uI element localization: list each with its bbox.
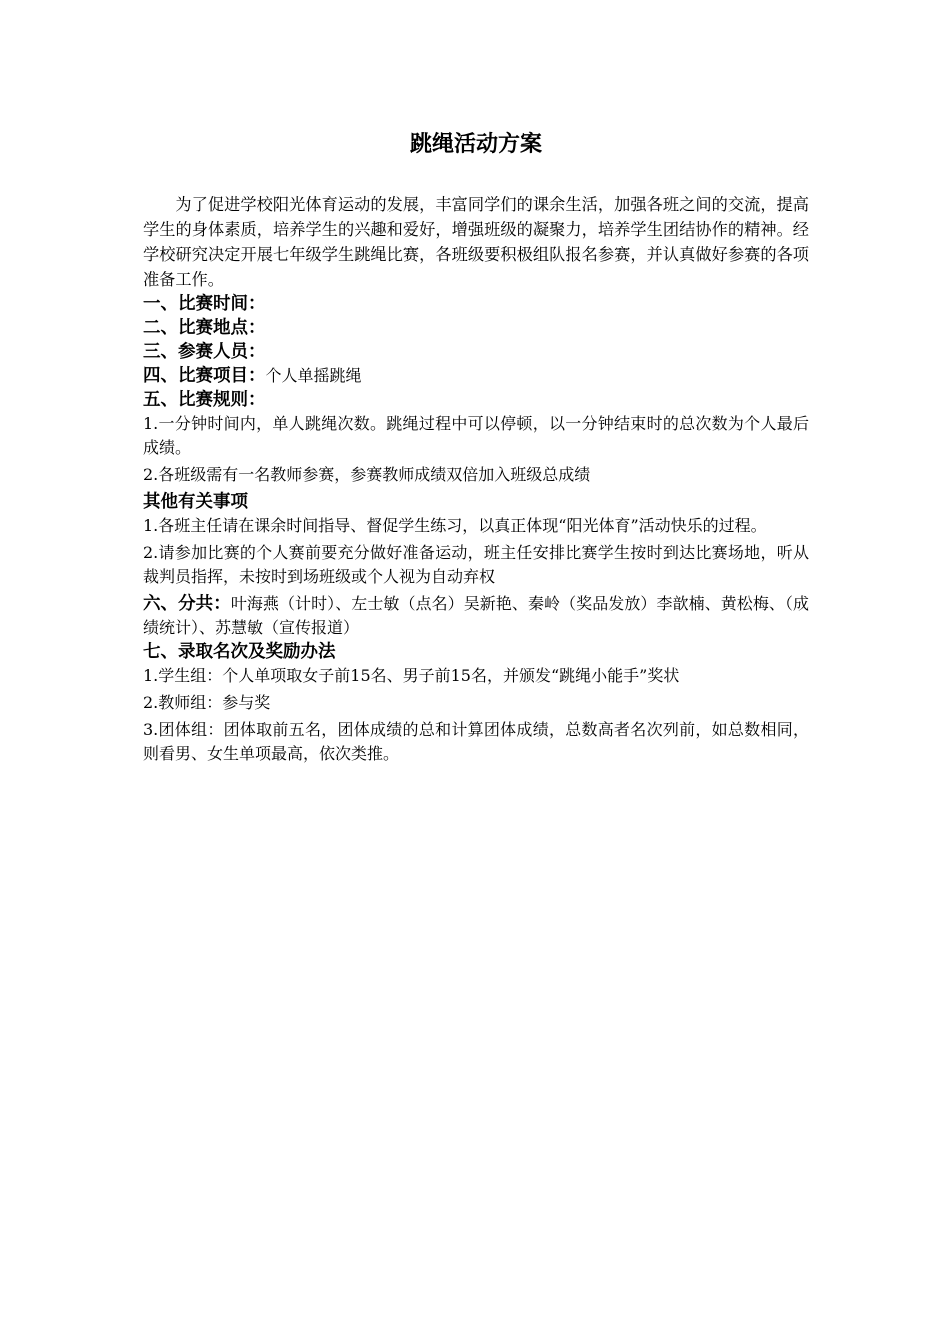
intro-paragraph: 为了促进学校阳光体育运动的发展，丰富同学们的课余生活，加强各班之间的交流，提高学生的身体素质，培养学生的兴趣和爱好，增强班级的凝聚力，培养学生团结协作的精神。经学校研究决定开展七年级学生跳绳比赛，各班级要积极组队报名参赛，并认真做好参赛的各项准备工作。 bbox=[143, 195, 809, 289]
staff-label: 六、分共： bbox=[143, 594, 231, 614]
document-page bbox=[143, 130, 809, 769]
section-heading-location: 二、比赛地点： bbox=[143, 318, 266, 338]
section-heading-time: 一、比赛时间： bbox=[143, 294, 266, 314]
award-item: 3.团体组：团体取前五名，团体成绩的总和计算团体成绩，总数高者名次列前，如总数相同，则看男、女生单项最高，依次类推。 bbox=[143, 720, 809, 763]
event-label: 四、比赛项目： bbox=[143, 366, 266, 386]
section-heading-event bbox=[143, 364, 809, 388]
other-item: 2.请参加比赛的个人赛前要充分做好准备运动，班主任安排比赛学生按时到达比赛场地，听从裁判员指挥，未按时到场班级或个人视为自动弃权 bbox=[143, 543, 809, 586]
other-item: 1.各班主任请在课余时间指导、督促学生练习，以真正体现“阳光体育”活动快乐的过程。 bbox=[143, 516, 767, 535]
section-staff-division bbox=[143, 592, 809, 640]
rule-item: 1.一分钟时间内，单人跳绳次数。跳绳过程中可以停顿，以一分钟结束时的总次数为个人最后成绩。 bbox=[143, 414, 809, 457]
award-item: 1.学生组：个人单项取女子前15名、男子前15名，并颁发“跳绳小能手”奖状 bbox=[143, 666, 680, 685]
document-title: 跳绳活动方案 bbox=[409, 132, 542, 157]
event-value: 个人单摇跳绳 bbox=[265, 366, 362, 385]
award-item: 2.教师组：参与奖 bbox=[143, 693, 271, 712]
section-heading-awards: 七、录取名次及奖励办法 bbox=[143, 642, 336, 662]
section-heading-participants: 三、参赛人员： bbox=[143, 342, 266, 362]
section-heading-rules: 五、比赛规则： bbox=[143, 390, 266, 410]
section-heading-other: 其他有关事项 bbox=[143, 492, 248, 512]
staff-value: 叶海燕（计时）、左士敏（点名）吴新艳、秦岭（奖品发放）李歆楠、黄松梅、（成绩统计）、苏慧敏（宣传报道） bbox=[143, 594, 809, 637]
rule-item: 2.各班级需有一名教师参赛，参赛教师成绩双倍加入班级总成绩 bbox=[143, 465, 591, 484]
